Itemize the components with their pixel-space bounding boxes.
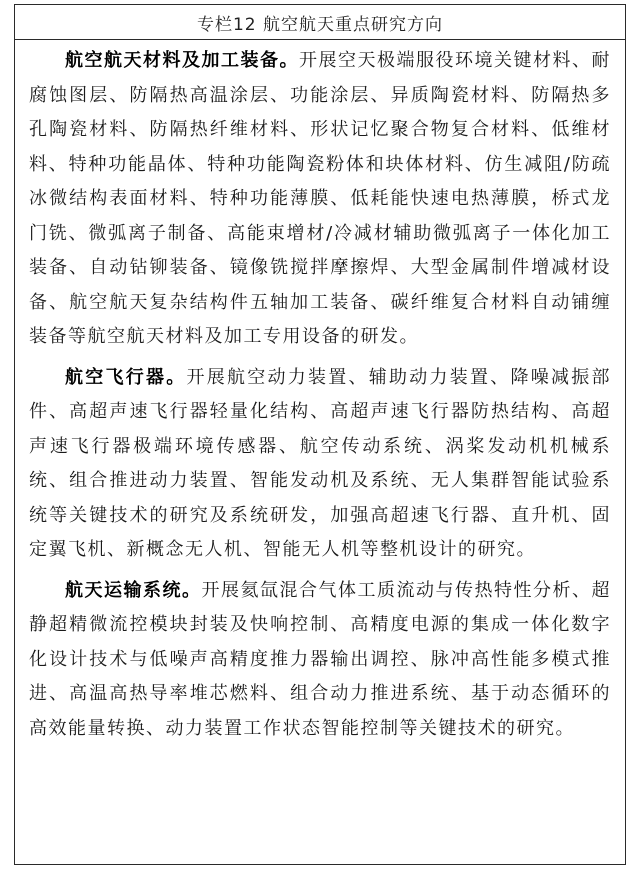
section-body: 开展航空动力装置、辅助动力装置、降噪减振部件、高超声速飞行器轻量化结构、高超声速飞行器防热结构、高超声速飞行器极端环境传感器、航空传动系统、涡桨发动机机械系统、组合推进动力装置、智能发动机及系统、无人集群智能试验系统等关键技术的研究及系统研发，加强高超速飞行器、直升机、固定翼飞机、新概念无人机、智能无人机等整机设计的研究。 [29, 366, 611, 560]
column-box [14, 4, 626, 865]
section-body: 开展氦氙混合气体工质流动与传热特性分析、超静超精微流控模块封装及快响控制、高精度电源的集成一体化数字化设计技术与低噪声高精度推力器输出调控、脉冲高性能多模式推进、高温高热导率堆芯燃料、组合动力推进系统、基于动态循环的高效能量转换、动力装置工作状态智能控制等关键技术的研究。 [29, 579, 611, 739]
section-aircraft [29, 361, 611, 568]
section-heading: 航天运输系统。 [65, 579, 202, 601]
section-heading: 航空飞行器。 [65, 366, 187, 388]
section-body: 开展空天极端服役环境关键材料、耐腐蚀图层、防隔热高温涂层、功能涂层、异质陶瓷材料、防隔热多孔陶瓷材料、防隔热纤维材料、形状记忆聚合物复合材料、低维材料、特种功能晶体、特种功能陶瓷粉体和块体材料、仿生减阻/防疏冰微结构表面材料、特种功能薄膜、低耗能快速电热薄膜，桥式龙门铣、微弧离子制备、高能束增材/冷减材辅助微弧离子一体化加工装备、自动钻铆装备、镜像铣搅拌摩擦焊、大型金属制件增减材设备、航空航天复杂结构件五轴加工装备、碳纤维复合材料自动铺缠装备等航空航天材料及加工专用设备的研发。 [29, 50, 611, 347]
section-heading: 航空航天材料及加工装备。 [65, 50, 299, 71]
section-space-transport [29, 574, 611, 747]
box-title: 专栏12 航空航天重点研究方向 [15, 5, 625, 40]
box-content [15, 40, 625, 746]
section-materials [29, 44, 611, 355]
